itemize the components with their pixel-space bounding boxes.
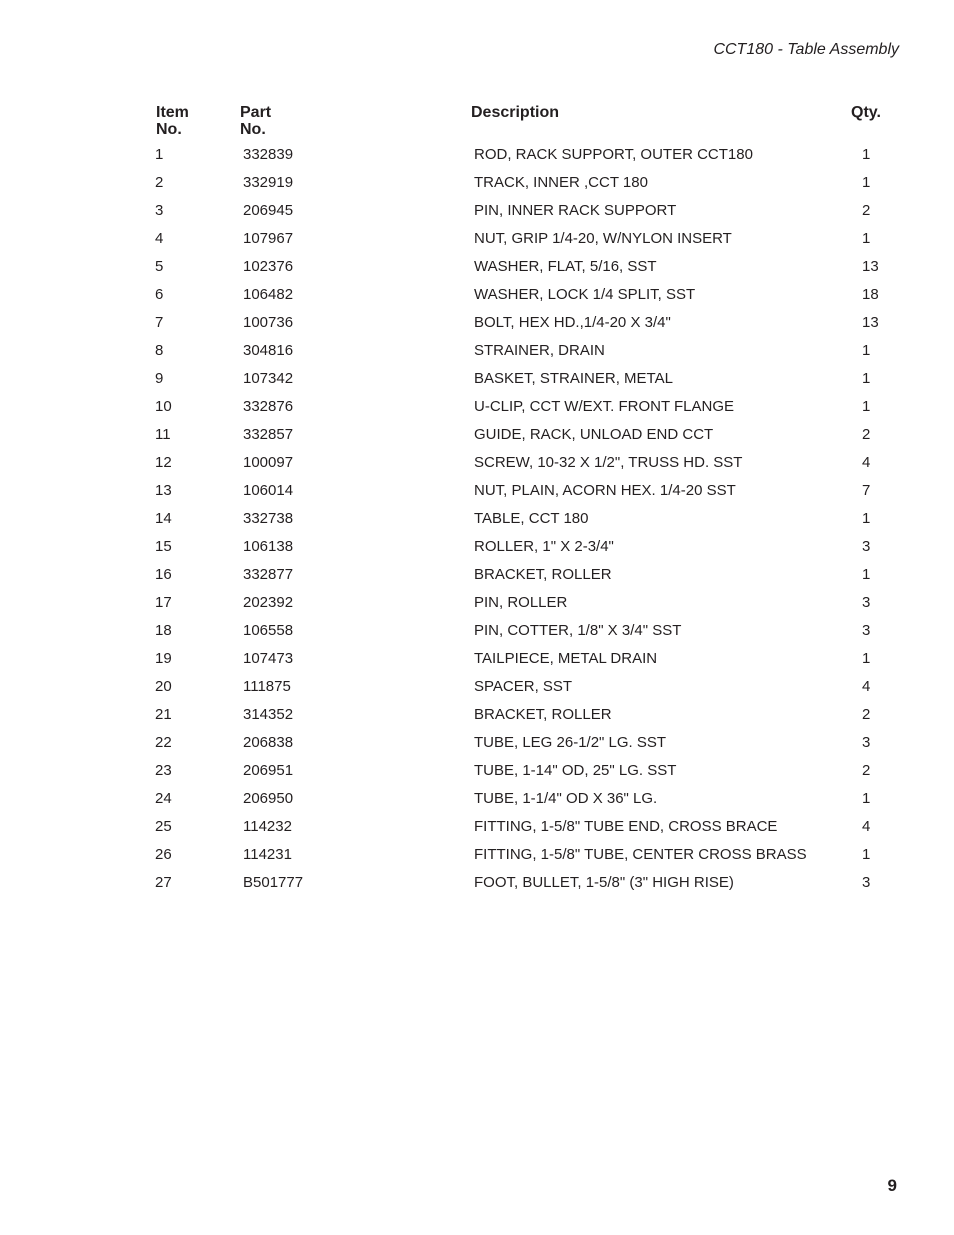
item-number: 13: [155, 482, 172, 499]
part-description: FOOT, BULLET, 1-5/8" (3" HIGH RISE): [474, 874, 734, 891]
part-number: 332876: [243, 398, 294, 415]
item-number: 8: [155, 342, 164, 359]
part-description: GUIDE, RACK, UNLOAD END CCT: [474, 426, 714, 443]
table-row: [0, 705, 954, 733]
item-number: 15: [155, 538, 172, 555]
table-row: [0, 621, 954, 649]
part-number: 106138: [243, 538, 294, 555]
part-description: TRACK, INNER ,CCT 180: [474, 174, 648, 191]
part-quantity: 2: [862, 762, 871, 779]
part-quantity: 2: [862, 426, 871, 443]
item-number: 6: [155, 286, 164, 303]
table-row: [0, 509, 954, 537]
item-number: 5: [155, 258, 164, 275]
part-description: NUT, PLAIN, ACORN HEX. 1/4-20 SST: [474, 482, 736, 499]
item-number: 17: [155, 594, 172, 611]
table-row: [0, 229, 954, 257]
part-quantity: 1: [862, 846, 871, 863]
part-description: ROD, RACK SUPPORT, OUTER CCT180: [474, 146, 753, 163]
item-number: 27: [155, 874, 172, 891]
part-number: 206945: [243, 202, 294, 219]
part-quantity: 3: [862, 538, 871, 555]
part-quantity: 1: [862, 230, 871, 247]
item-number: 18: [155, 622, 172, 639]
column-header-item-no: [156, 104, 189, 138]
part-number: 114231: [243, 846, 292, 863]
part-description: WASHER, FLAT, 5/16, SST: [474, 258, 657, 275]
table-row: [0, 257, 954, 285]
table-row: [0, 397, 954, 425]
part-description: NUT, GRIP 1/4-20, W/NYLON INSERT: [474, 230, 732, 247]
part-quantity: 1: [862, 146, 871, 163]
part-description: TUBE, LEG 26-1/2" LG. SST: [474, 734, 667, 751]
part-description: ROLLER, 1" X 2-3/4": [474, 538, 614, 555]
item-number: 23: [155, 762, 172, 779]
column-header-part-line1: Part: [240, 104, 272, 121]
part-quantity: 13: [862, 314, 879, 331]
part-description: U-CLIP, CCT W/EXT. FRONT FLANGE: [474, 398, 735, 415]
part-description: TAILPIECE, METAL DRAIN: [474, 650, 658, 667]
column-header-description: Description: [471, 104, 560, 121]
part-description: BASKET, STRAINER, METAL: [474, 370, 673, 387]
table-row: [0, 565, 954, 593]
item-number: 3: [155, 202, 164, 219]
part-quantity: 1: [862, 370, 871, 387]
part-quantity: 4: [862, 818, 871, 835]
item-number: 2: [155, 174, 164, 191]
part-quantity: 3: [862, 622, 871, 639]
item-number: 21: [155, 706, 172, 723]
item-number: 4: [155, 230, 164, 247]
item-number: 12: [155, 454, 172, 471]
column-header-part-line2: No.: [240, 121, 266, 138]
part-number: 107473: [243, 650, 294, 667]
item-number: 16: [155, 566, 172, 583]
part-description: BRACKET, ROLLER: [474, 566, 612, 583]
part-number: 206838: [243, 734, 294, 751]
part-quantity: 1: [862, 566, 871, 583]
table-row: [0, 341, 954, 369]
part-number: 106482: [243, 286, 294, 303]
part-quantity: 1: [862, 174, 871, 191]
part-number: 304816: [243, 342, 294, 359]
part-description: SCREW, 10-32 X 1/2", TRUSS HD. SST: [474, 454, 743, 471]
part-number: 332919: [243, 174, 294, 191]
item-number: 11: [155, 426, 171, 443]
table-row: [0, 481, 954, 509]
item-number: 26: [155, 846, 172, 863]
table-row: [0, 733, 954, 761]
part-quantity: 4: [862, 678, 871, 695]
part-number: 332857: [243, 426, 294, 443]
item-number: 14: [155, 510, 172, 527]
part-description: BRACKET, ROLLER: [474, 706, 612, 723]
table-row: [0, 369, 954, 397]
part-quantity: 3: [862, 874, 871, 891]
part-number: 114232: [243, 818, 292, 835]
part-number: 202392: [243, 594, 294, 611]
part-number: 314352: [243, 706, 294, 723]
part-quantity: 1: [862, 510, 871, 527]
item-number: 20: [155, 678, 172, 695]
item-number: 24: [155, 790, 172, 807]
item-number: 25: [155, 818, 172, 835]
item-number: 1: [155, 146, 164, 163]
table-row: [0, 593, 954, 621]
part-quantity: 1: [862, 650, 871, 667]
part-number: 111875: [243, 678, 291, 695]
part-number: 107967: [243, 230, 294, 247]
part-number: 206951: [243, 762, 294, 779]
parts-list: [0, 145, 954, 901]
table-row: [0, 313, 954, 341]
item-number: 7: [155, 314, 164, 331]
part-quantity: 2: [862, 202, 871, 219]
table-row: [0, 173, 954, 201]
part-quantity: 1: [862, 342, 871, 359]
part-number: 102376: [243, 258, 294, 275]
part-number: 106014: [243, 482, 294, 499]
table-row: [0, 537, 954, 565]
part-quantity: 2: [862, 706, 871, 723]
part-quantity: 18: [862, 286, 879, 303]
part-description: PIN, COTTER, 1/8" X 3/4" SST: [474, 622, 682, 639]
part-description: PIN, INNER RACK SUPPORT: [474, 202, 677, 219]
part-quantity: 1: [862, 790, 871, 807]
part-number: 107342: [243, 370, 294, 387]
page-number: 9: [887, 1176, 897, 1195]
part-description: TUBE, 1-14" OD, 25" LG. SST: [474, 762, 677, 779]
column-header-part-no: [240, 104, 271, 138]
part-description: FITTING, 1-5/8" TUBE, CENTER CROSS BRASS: [474, 846, 807, 863]
table-row: [0, 817, 954, 845]
column-header-item-line2: No.: [156, 121, 182, 138]
part-description: FITTING, 1-5/8" TUBE END, CROSS BRACE: [474, 818, 778, 835]
table-row: [0, 873, 954, 901]
part-quantity: 13: [862, 258, 879, 275]
part-description: TABLE, CCT 180: [474, 510, 589, 527]
table-row: [0, 453, 954, 481]
part-number: B501777: [243, 874, 304, 891]
part-description: SPACER, SST: [474, 678, 573, 695]
part-quantity: 7: [862, 482, 871, 499]
part-number: 100097: [243, 454, 294, 471]
part-quantity: 3: [862, 734, 871, 751]
running-header-title: CCT180 - Table Assembly: [713, 41, 899, 58]
part-description: STRAINER, DRAIN: [474, 342, 605, 359]
part-description: PIN, ROLLER: [474, 594, 568, 611]
table-row: [0, 845, 954, 873]
item-number: 10: [155, 398, 172, 415]
part-number: 332738: [243, 510, 294, 527]
table-row: [0, 201, 954, 229]
part-number: 332839: [243, 146, 294, 163]
part-description: WASHER, LOCK 1/4 SPLIT, SST: [474, 286, 696, 303]
part-quantity: 3: [862, 594, 871, 611]
part-description: BOLT, HEX HD.,1/4-20 X 3/4": [474, 314, 671, 331]
table-row: [0, 677, 954, 705]
part-number: 332877: [243, 566, 294, 583]
table-row: [0, 649, 954, 677]
item-number: 22: [155, 734, 172, 751]
item-number: 19: [155, 650, 172, 667]
part-number: 206950: [243, 790, 294, 807]
part-number: 106558: [243, 622, 294, 639]
column-header-item-line1: Item: [156, 104, 189, 121]
part-number: 100736: [243, 314, 294, 331]
column-header-qty: Qty.: [851, 104, 881, 121]
table-row: [0, 145, 954, 173]
part-quantity: 1: [862, 398, 871, 415]
table-row: [0, 425, 954, 453]
item-number: 9: [155, 370, 164, 387]
part-quantity: 4: [862, 454, 871, 471]
table-row: [0, 285, 954, 313]
part-description: TUBE, 1-1/4" OD X 36" LG.: [474, 790, 658, 807]
table-row: [0, 789, 954, 817]
table-row: [0, 761, 954, 789]
